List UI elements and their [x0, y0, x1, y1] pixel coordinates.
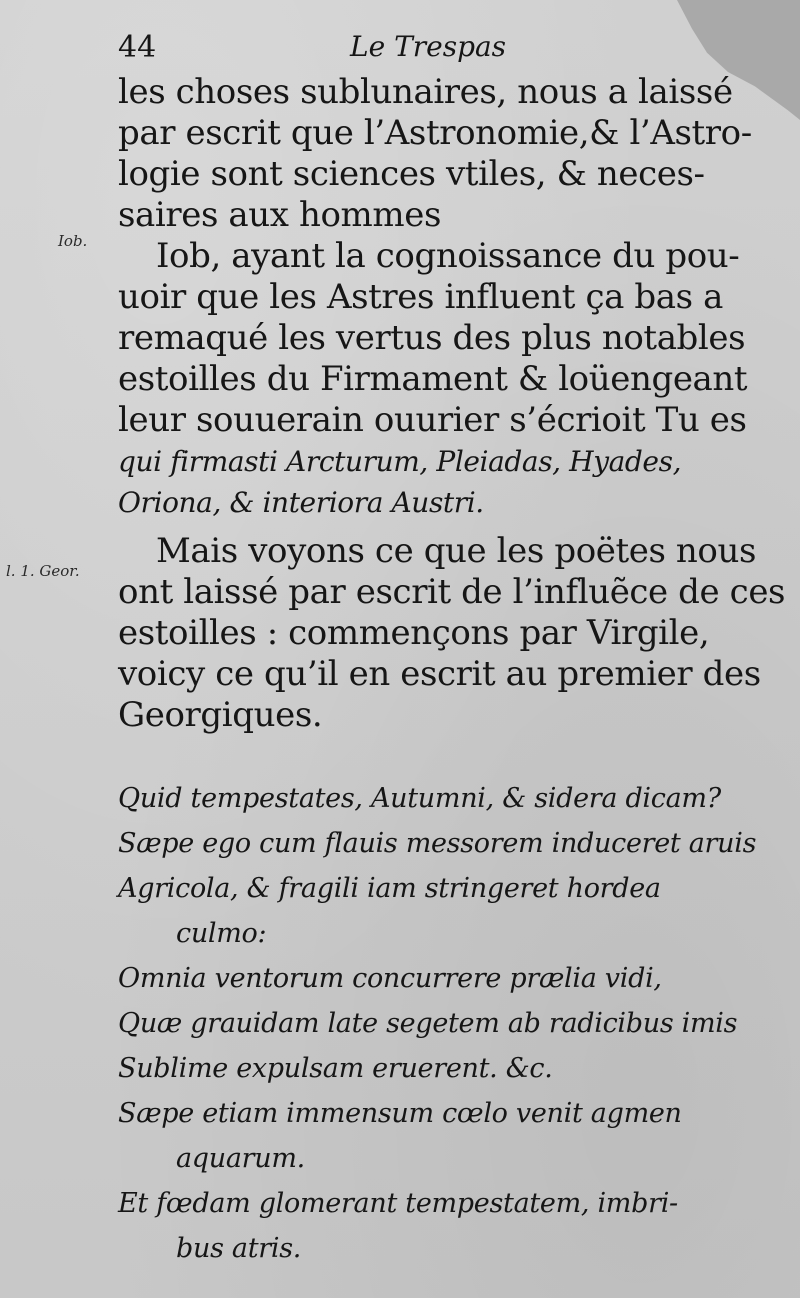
- verse-line: Et fœdam glomerant tempestatem, imbri-: [118, 1188, 678, 1219]
- text-line-italic: Oriona, & interiora Austri.: [118, 486, 484, 519]
- text-line: voicy ce qu’il en escrit au premier des: [118, 654, 761, 694]
- verse-line: Quid tempestates, Autumni, & sidera dicam?: [118, 783, 721, 814]
- text-line: uoir que les Astres influent ça bas a: [118, 277, 723, 317]
- verse-quotation: [118, 776, 757, 1271]
- margin-note-georgics: l. 1. Geor.: [6, 562, 80, 580]
- page-header: [118, 30, 718, 70]
- paragraph-3: [118, 531, 786, 736]
- text-line: estoilles : commençons par Virgile,: [118, 613, 710, 653]
- text-line: Georgiques.: [118, 695, 323, 735]
- verse-line: Omnia ventorum concurrere prælia vidi,: [118, 963, 662, 994]
- verse-line: Agricola, & fragili iam stringeret hordea: [118, 873, 661, 904]
- text-line: remaqué les vertus des plus notables: [118, 318, 746, 358]
- verse-line: Quæ grauidam late segetem ab radicibus imis: [118, 1008, 738, 1039]
- verse-line: Sublime expulsam eruerent. &c.: [118, 1053, 553, 1084]
- text-line: logie sont sciences vtiles, & neces-: [118, 154, 705, 194]
- paragraph-2: [118, 236, 748, 523]
- text-line: Iob, ayant la cognoissance du pou-: [156, 236, 740, 276]
- text-line: leur souuerain ouurier s’écrioit Tu es: [118, 400, 747, 440]
- text-line: les choses sublunaires, nous a laissé: [118, 72, 733, 112]
- paragraph-1: [118, 72, 752, 236]
- verse-line: Sæpe etiam immensum cœlo venit agmen: [118, 1098, 682, 1129]
- text-line: saires aux hommes: [118, 195, 441, 235]
- text-line: Mais voyons ce que les poëtes nous: [156, 531, 757, 571]
- text-line: par escrit que l’Astronomie,& l’Astro-: [118, 113, 752, 153]
- text-line-italic: qui firmasti Arcturum, Pleiadas, Hyades,: [118, 445, 682, 478]
- verse-line: Sæpe ego cum flauis messorem induceret aruis: [118, 828, 757, 859]
- verse-line: culmo:: [176, 918, 267, 949]
- page-number: 44: [118, 30, 157, 65]
- text-line: ont laissé par escrit de l’influẽce de ces: [118, 572, 786, 612]
- running-title: Le Trespas: [350, 30, 507, 63]
- text-line: estoilles du Firmament & loüengeant: [118, 359, 748, 399]
- margin-note-job: Iob.: [58, 232, 88, 250]
- verse-line: aquarum.: [176, 1143, 305, 1174]
- verse-line: bus atris.: [176, 1233, 302, 1264]
